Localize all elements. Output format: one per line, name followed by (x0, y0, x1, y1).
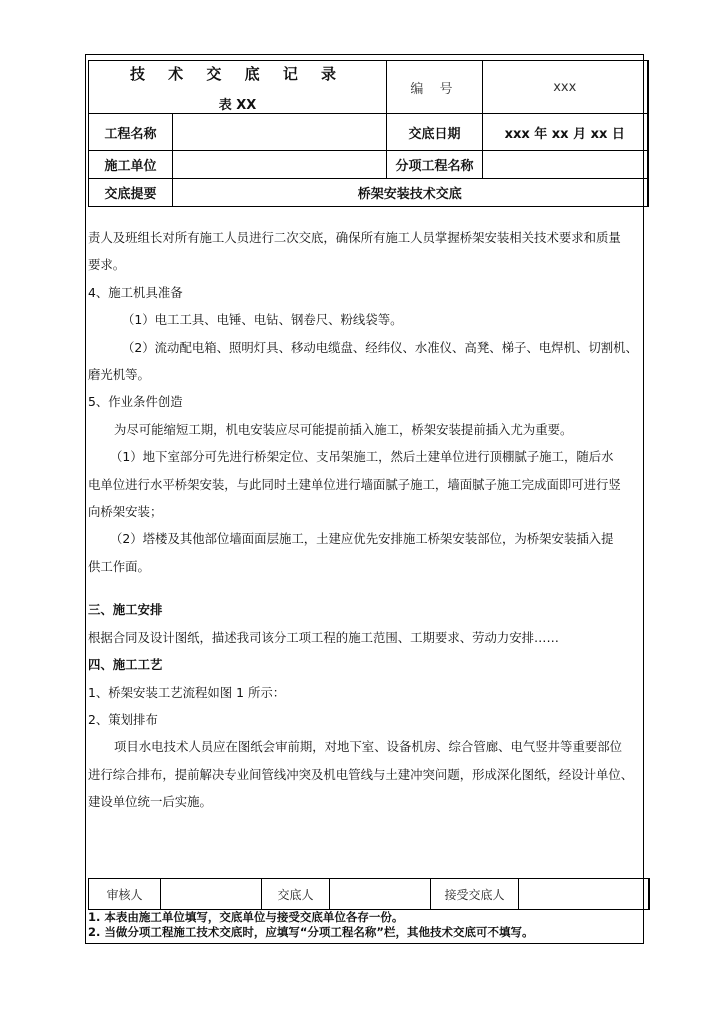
body-line: 建设单位统一后实施。 (88, 794, 212, 810)
serial-label: 编 号 (387, 61, 483, 114)
spacer (88, 580, 644, 596)
body-line: 4、施工机具准备 (88, 284, 183, 300)
notes (88, 910, 644, 940)
document-title: 技 术 交 底 记 录 (129, 65, 346, 83)
body-line: 向桥架安装； (88, 504, 163, 520)
summary-field[interactable]: 桥架安装技术交底 (173, 179, 648, 207)
reviewer-label: 审核人 (89, 879, 161, 910)
section-heading: 三、施工安排 (88, 602, 163, 618)
body-line: 2、策划排布 (88, 711, 158, 727)
body-content (88, 224, 644, 816)
body-line: 5、作业条件创造 (88, 394, 183, 410)
bottom-border (85, 943, 644, 944)
unit-label: 施工单位 (89, 151, 173, 179)
body-line: 电单位进行水平桥架安装，与此同时土建单位进行墙面腻子施工，墙面腻子施工完成面即可进行竖 (88, 476, 621, 492)
unit-field[interactable] (173, 151, 387, 179)
discloser-label: 交底人 (262, 879, 330, 910)
signature-table (88, 878, 650, 910)
title-cell (89, 61, 387, 114)
body-line: （1）地下室部分可先进行桥架定位、支吊架施工，然后土建单位进行顶棚腻子施工，随后水 (110, 449, 614, 465)
body-line: （2）塔楼及其他部位墙面面层施工，土建应优先安排施工桥架安装部位，为桥架安装插入提 (110, 531, 614, 547)
project-name-field[interactable] (173, 114, 387, 151)
top-border (85, 54, 644, 55)
body-line: 进行综合排布，提前解决专业间管线冲突及机电管线与土建冲突问题，形成深化图纸，经设计单位、 (88, 766, 634, 782)
body-line: （1）电工工具、电锤、电钻、钢卷尺、粉线袋等。 (122, 312, 403, 328)
project-name-label: 工程名称 (89, 114, 173, 151)
body-line: 责人及班组长对所有施工人员进行二次交底，确保所有施工人员掌握桥架安装相关技术要求和质量 (88, 230, 621, 245)
reviewer-field[interactable] (161, 879, 262, 910)
body-line: 要求。 (88, 257, 126, 273)
receiver-label: 接受交底人 (431, 879, 519, 910)
note-item: 2. 当做分项工程施工技术交底时，应填写“分项工程名称”栏，其他技术交底可不填写。 (88, 925, 534, 939)
date-label: 交底日期 (387, 114, 483, 151)
form-number: 表 XX (218, 98, 257, 113)
body-line: 磨光机等。 (88, 367, 150, 383)
discloser-field[interactable] (330, 879, 431, 910)
receiver-field[interactable] (519, 879, 649, 910)
header-table (88, 60, 649, 207)
body-line: 供工作面。 (88, 558, 150, 574)
body-line: （2）流动配电箱、照明灯具、移动电缆盘、经纬仪、水准仪、高凳、梯子、电焊机、切割机、 (122, 339, 638, 355)
note-item: 1. 本表由施工单位填写，交底单位与接受交底单位各存一份。 (88, 910, 404, 924)
date-field[interactable]: xxx 年 xx 月 xx 日 (483, 114, 648, 151)
summary-label: 交底提要 (89, 179, 173, 207)
serial-value[interactable]: xxx (483, 61, 648, 114)
subproject-label: 分项工程名称 (387, 151, 483, 179)
body-line: 为尽可能缩短工期，机电安装应尽可能提前插入施工，桥架安装提前插入尤为重要。 (114, 421, 573, 437)
body-line: 项目水电技术人员应在图纸会审前期，对地下室、设备机房、综合管廊、电气竖井等重要部位 (114, 739, 623, 755)
body-line: 根据合同及设计图纸，描述我司该分工项工程的施工范围、工期要求、劳动力安排…… (88, 629, 559, 645)
subproject-field[interactable] (483, 151, 648, 179)
body-line: 1、桥架安装工艺流程如图 1 所示： (88, 684, 286, 700)
section-heading: 四、施工工艺 (88, 657, 163, 673)
